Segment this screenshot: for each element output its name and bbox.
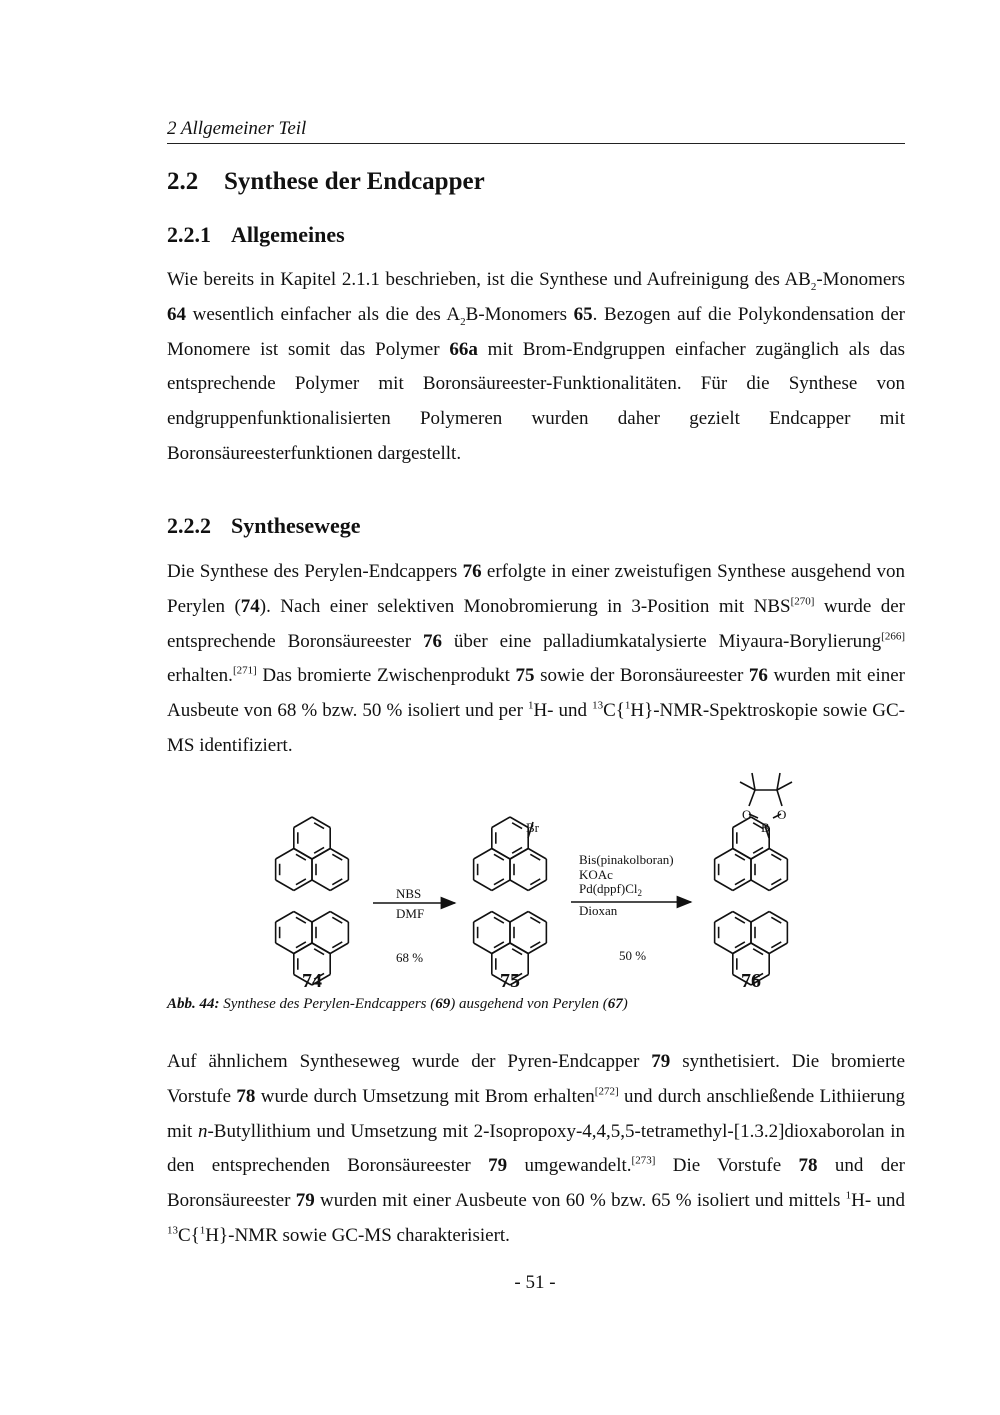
page-number: - 51 - [514,1272,556,1293]
ring-bond [330,912,348,923]
ring-bond [294,817,312,828]
ring-bond [510,880,528,891]
ring-bond [769,880,787,891]
ring-bond [733,849,751,860]
ring-bond [294,849,312,860]
paragraph-synthesewege: Die Synthese des Perylen-Endcappers 76 erfolgte in einer zweistufigen Synthese ausgehend von Perylen (74). Nach einer selektiven Monobromierung in 3-Position mit NBS[270] wurde der entsprechende Boronsäureester 76 über eine palladiumkatalysierte Miyaura-Borylierung[266] erhalten.[271] Das bromierte Zwischenprodukt 75 sowie der Boronsäureester 76 wurden mit einer Ausbeute von 68 % bzw. 50 % isoliert und per $^1$H- und $^{13}$C{$^1$H}-NMR-Spektroskopie sowie GC-MS identifiziert. [167,561,905,756]
ring-bond [769,943,787,954]
ring-bond [276,943,294,954]
methyl-bond [777,773,780,790]
ring-bond [751,943,769,954]
running-head: 2 Allgemeiner Teil [167,118,905,144]
compound-label-75: 75 [500,970,520,992]
step2-solvent: Dioxan [579,903,618,918]
figure-caption: Abb. 44: Synthese des Perylen-Endcappers (69) ausgehend von Perylen (67) [167,996,628,1012]
ring-bond [312,912,330,923]
section-title: Synthese der Endcapper [224,168,485,195]
reaction-scheme [167,768,905,998]
ring-bond [751,880,769,891]
bromine-atom: Br [526,820,539,835]
ring-bond [474,943,492,954]
subsection-heading-synthesewege [167,513,361,539]
ring-bond [276,880,294,891]
ring-bond [528,912,546,923]
ring-bond [528,943,546,954]
step1-solvent: DMF [396,906,425,921]
oxygen-carbon-bond [749,790,755,806]
reaction-scheme-drawing [167,768,905,998]
ring-bond [330,880,348,891]
bromoperylene-structure [474,817,547,985]
ring-bond [510,943,528,954]
ring-bond [769,912,787,923]
subsection-title: Synthesewege [231,513,361,538]
ring-bond [733,943,751,954]
step2-reagent1: Bis(pinakolboran) [579,852,674,867]
ring-bond [492,849,510,860]
ring-bond [474,880,492,891]
section-heading [167,168,485,196]
ring-bond [715,849,733,860]
ring-bond [751,849,769,860]
ring-bond [294,943,312,954]
ring-bond [312,943,330,954]
ring-bond [294,912,312,923]
subsection-heading-allgemeines [167,222,345,248]
step2-catalyst: $Pd(dppf)Cl_2$ [579,881,642,898]
ring-bond [492,943,510,954]
compound-label-74: 74 [302,970,322,992]
ring-bond [528,849,546,860]
methyl-bond [752,773,755,790]
oxygen-carbon-bond [777,790,782,806]
ring-bond [276,912,294,923]
step1-yield: 68 % [396,950,424,965]
ring-bond [474,912,492,923]
ring-bond [312,880,330,891]
perylene-structure [276,817,349,985]
step2-reagent2: KOAc [579,867,613,882]
methyl-bond [740,782,755,790]
boron-atom: B [761,820,770,835]
ring-bond [492,880,510,891]
ring-bond [312,849,330,860]
subsection-number: 2.2.1 [167,222,211,247]
oxygen-atom-right: O [777,807,787,822]
ring-bond [330,943,348,954]
oxygen-atom-left: O [742,807,752,822]
compound-label-76: 76 [741,970,761,992]
paragraph-allgemeines: Wie bereits in Kapitel 2.1.1 beschrieben, ist die Synthese und Aufreinigung des $AB_2$-Monomers 64 wesentlich einfacher als die des $A_2B$-Monomers 65. Bezogen auf die Polykondensation der Monomere ist somit das Polymer 66a mit Brom-Endgruppen einfacher zugänglich als das entsprechende Polymer mit Boronsäureester-Funktionalitäten. Für die Synthese von endgruppenfunktionalisierten Polymeren wurden daher gezielt Endcapper mit Boronsäureesterfunktionen dargestellt. [167,269,905,464]
ring-bond [276,849,294,860]
step2-yield: 50 % [619,948,647,963]
ring-bond [733,880,751,891]
ring-bond [528,880,546,891]
subsection-title: Allgemeines [231,222,345,247]
step1-reagent: NBS [396,886,422,901]
ring-bond [733,912,751,923]
ring-bond [294,880,312,891]
ring-bond [510,849,528,860]
ring-bond [715,912,733,923]
ring-bond [312,817,330,828]
ring-bond [474,849,492,860]
perylene-boronate-structure [715,773,792,985]
ring-bond [510,912,528,923]
ring-bond [769,849,787,860]
ring-bond [492,817,510,828]
ring-bond [330,849,348,860]
methyl-bond [777,782,792,790]
ring-bond [751,912,769,923]
subsection-number: 2.2.2 [167,513,211,538]
ring-bond [715,880,733,891]
ring-bond [715,943,733,954]
ring-bond [492,912,510,923]
paragraph-pyren: Auf ähnlichem Syntheseweg wurde der Pyren-Endcapper 79 synthetisiert. Die bromierte Vorstufe 78 wurde durch Umsetzung mit Brom erhalten[272] und durch anschließende Lithiierung mit n-Butyllithium und Umsetzung mit 2-Isopropoxy-4,4,5,5-tetramethyl-[1.3.2]dioxaborolan in den entsprechenden Boronsäureester 79 umgewandelt.[273] Die Vorstufe 78 und der Boronsäureester 79 wurden mit einer Ausbeute von 60 % bzw. 65 % isoliert und mittels $^1$H- und $^{13}$C{$^1$H}-NMR sowie GC-MS charakterisiert. [167,1051,906,1246]
section-number: 2.2 [167,168,199,195]
